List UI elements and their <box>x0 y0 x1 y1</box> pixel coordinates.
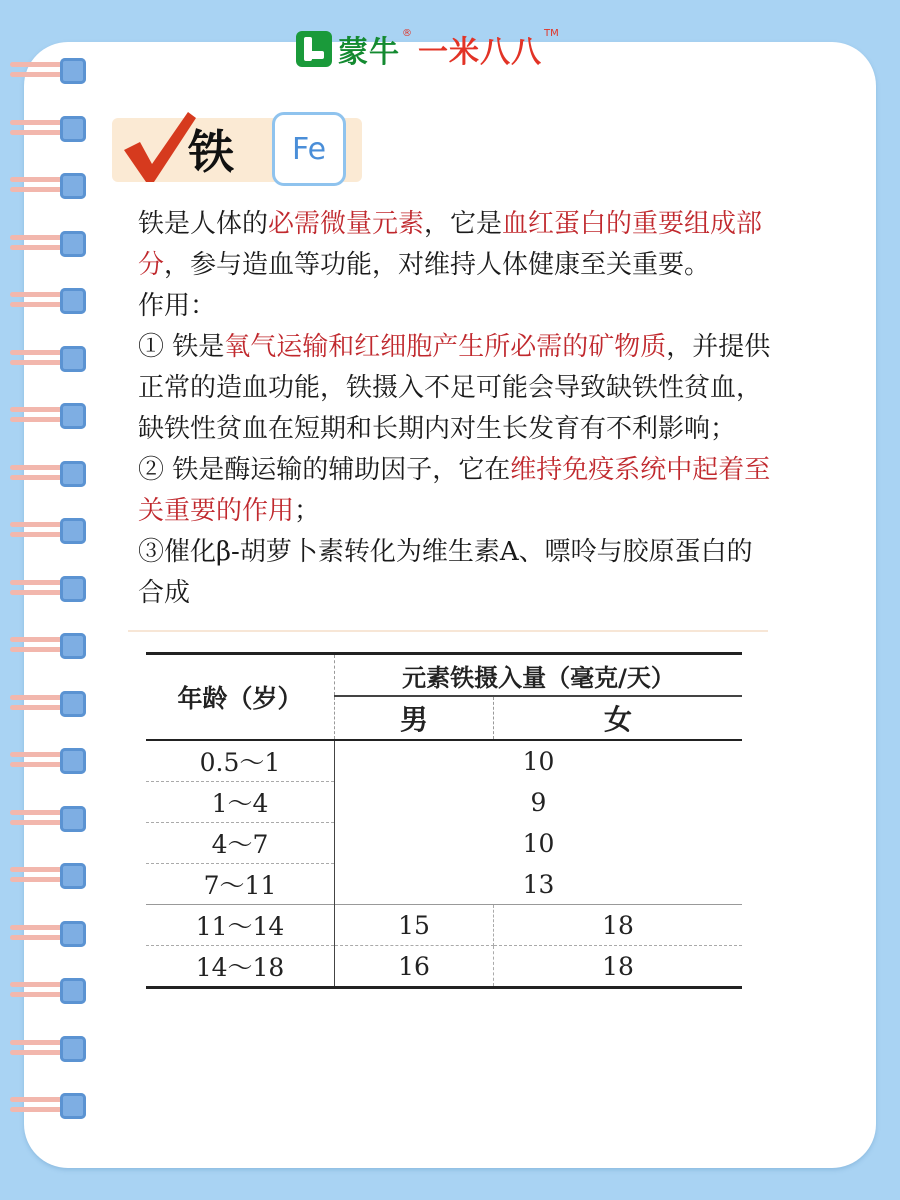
binder-ring <box>10 691 88 717</box>
table-row <box>146 823 742 864</box>
value-cell: 9 <box>530 787 547 817</box>
female-value-cell: 18 <box>494 905 743 946</box>
header-age: 年龄（岁） <box>146 654 335 741</box>
binder-ring <box>10 633 88 659</box>
binder-ring <box>10 863 88 889</box>
trademark-mark: TM <box>544 28 559 39</box>
binder-ring <box>10 403 88 429</box>
value-cell: 10 <box>522 828 555 858</box>
binder-ring <box>10 1093 88 1119</box>
intro-text: ，参与造血等功能，对维持人体健康至关重要。 <box>164 250 711 280</box>
role-label: 作用： <box>138 291 217 321</box>
binder-ring <box>10 116 88 142</box>
role-text: ① 铁是 <box>138 332 225 362</box>
age-cell: 0.5～1 <box>146 740 335 782</box>
role-highlight: 氧气运输和红细胞产生所必需的矿物质 <box>224 332 667 362</box>
value-cell: 13 <box>522 869 555 899</box>
role-item-2 <box>138 450 778 532</box>
value-cell: 10 <box>522 746 555 776</box>
header-male: 男 <box>335 696 494 740</box>
checkmark-icon <box>118 106 198 186</box>
body-text <box>138 204 778 614</box>
registered-mark: ® <box>402 28 412 39</box>
header-female: 女 <box>494 696 743 740</box>
brand-name: 蒙牛 <box>338 35 400 70</box>
age-cell: 11～14 <box>146 905 335 946</box>
header-intake: 元素铁摄入量（毫克/天） <box>335 654 743 697</box>
binder-ring <box>10 1036 88 1062</box>
intake-table-wrap <box>146 652 742 989</box>
female-value-cell: 18 <box>602 951 634 981</box>
section-heading <box>112 100 372 186</box>
male-value-cell: 16 <box>335 946 494 988</box>
element-symbol-badge <box>272 112 346 186</box>
intro-highlight: 必需微量元素 <box>268 209 425 239</box>
table-row <box>146 905 742 946</box>
binder-ring <box>10 288 88 314</box>
table-row <box>146 782 742 823</box>
male-value-cell: 15 <box>335 905 494 946</box>
brand-logo <box>296 26 559 72</box>
binder-ring <box>10 748 88 774</box>
role-text: ； <box>294 496 321 526</box>
age-cell: 1～4 <box>146 782 335 823</box>
age-cell: 7～11 <box>146 864 335 905</box>
brand-mark-icon <box>296 31 332 67</box>
role-item-3: ③催化β-胡萝卜素转化为维生素A、嘌呤与胶原蛋白的合成 <box>138 537 753 608</box>
table-row <box>146 946 742 988</box>
brand-sub: 一米八八 <box>418 35 542 70</box>
binder-rings <box>0 0 100 1200</box>
intro-text: ，它是 <box>424 209 503 239</box>
age-cell: 14～18 <box>146 946 335 988</box>
table-row <box>146 864 742 905</box>
binder-ring <box>10 978 88 1004</box>
element-symbol: Fe <box>291 131 327 167</box>
intro-text: 铁是人体的 <box>138 209 269 239</box>
binder-ring <box>10 346 88 372</box>
binder-ring <box>10 58 88 84</box>
age-cell: 4～7 <box>146 823 335 864</box>
binder-ring <box>10 173 88 199</box>
divider <box>128 630 768 632</box>
binder-ring <box>10 461 88 487</box>
intro-paragraph <box>138 204 778 286</box>
binder-ring <box>10 231 88 257</box>
binder-ring <box>10 518 88 544</box>
role-item-1 <box>138 327 778 450</box>
role-text: ，并提供正常的造血功能，铁摄入不足可能会导致缺铁性贫血，缺铁性贫血在短期和长期内对生长发育有不利影响； <box>138 332 771 444</box>
intro-highlight: 血红蛋白的重要组成部分 <box>138 209 763 280</box>
heading-title: 铁 <box>188 125 234 179</box>
role-text: ② 铁是酶运输的辅助因子，它在 <box>138 455 511 485</box>
role-highlight: 维持免疫系统中起着至关重要的作用 <box>138 455 771 526</box>
binder-ring <box>10 576 88 602</box>
binder-ring <box>10 921 88 947</box>
binder-ring <box>10 806 88 832</box>
table-row <box>146 740 742 782</box>
intake-table <box>146 652 742 989</box>
